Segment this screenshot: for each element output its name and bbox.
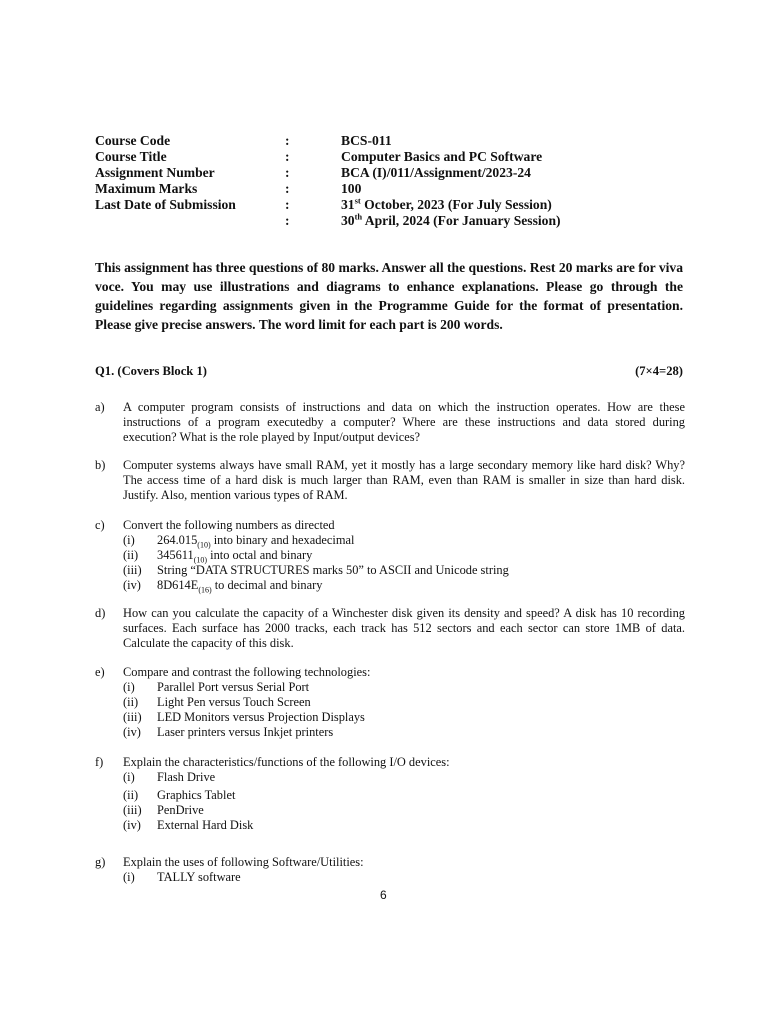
- question-part-f: [95, 755, 685, 833]
- question-part-b: [95, 458, 685, 503]
- meta-value: Computer Basics and PC Software: [341, 149, 543, 164]
- part-letter: c): [95, 518, 105, 532]
- question-title: Q1. (Covers Block 1): [95, 364, 207, 378]
- meta-colon: :: [285, 133, 290, 148]
- question-part-g: [95, 855, 685, 885]
- meta-value: 100: [341, 181, 362, 196]
- part-letter: a): [95, 400, 105, 414]
- part-text: Compare and contrast the following technologies:: [123, 665, 371, 679]
- sub-item: (iv) External Hard Disk: [123, 818, 254, 832]
- meta-value: BCA (I)/011/Assignment/2023-24: [341, 165, 531, 180]
- page-number: 6: [380, 888, 387, 902]
- meta-row-assignment-number: [95, 165, 561, 181]
- sub-item: (i) $264.015_{(10)}$ into binary and hexadecimal: [123, 533, 355, 550]
- part-text: Convert the following numbers as directed: [123, 518, 335, 532]
- meta-colon: :: [285, 197, 290, 212]
- meta-label: Last Date of Submission: [95, 197, 236, 212]
- part-letter: f): [95, 755, 104, 769]
- sub-item: (iv) $8D614E_{(16)}$ to decimal and binary: [123, 578, 323, 595]
- part-letter: b): [95, 458, 106, 472]
- question-part-e: [95, 665, 685, 740]
- part-letter: d): [95, 606, 106, 620]
- part-text: Explain the uses of following Software/Utilities:: [123, 855, 364, 869]
- sub-item: (iii) String “DATA STRUCTURES marks 50” to ASCII and Unicode string: [123, 563, 509, 577]
- course-meta-table: [95, 133, 561, 229]
- meta-row-course-code: [95, 133, 561, 149]
- meta-value: 30th April, 2024 (For January Session): [341, 211, 561, 228]
- meta-colon: :: [285, 181, 290, 196]
- part-text: Explain the characteristics/functions of the following I/O devices:: [123, 755, 450, 769]
- part-letter: g): [95, 855, 106, 869]
- assignment-instructions: This assignment has three questions of 80 marks. Answer all the questions. Rest 20 marks are for viva voce. You may use illustrations and diagrams to enhance explanations. Please go through the guidelines regarding assignments given in the Programme Guide for the format of presentation. Please give precise answers. The word limit for each part is 200 words.: [95, 260, 683, 332]
- meta-row-last-date-january: [95, 213, 561, 229]
- question-heading: [95, 364, 683, 379]
- part-text: A computer program consists of instructions and data on which the instruction operates. How are these instructions of a program executedby a computer? Where are these instructions and data stored during execution? What is the role played by Input/output devices?: [123, 400, 685, 444]
- meta-colon: :: [285, 213, 290, 228]
- meta-row-course-title: [95, 149, 561, 165]
- meta-value: 31st October, 2023 (For July Session): [341, 195, 552, 212]
- meta-colon: :: [285, 149, 290, 164]
- part-text: Computer systems always have small RAM, yet it mostly has a large secondary memory like hard disk? Why? The access time of a hard disk is much larger than RAM, even than RAM is smaller in size than hard disk. Justify. Also, mention various types of RAM.: [123, 458, 685, 502]
- part-text: How can you calculate the capacity of a Winchester disk given its density and speed? A disk has 10 recording surfaces. Each surface has 2000 tracks, each track has 512 sectors and each sector can store 1MB of data. Calculate the capacity of this disk.: [123, 606, 685, 650]
- meta-value: BCS-011: [341, 133, 392, 148]
- sub-item: (ii) Light Pen versus Touch Screen: [123, 695, 311, 709]
- meta-row-last-date: [95, 197, 561, 213]
- sub-item: (iii) LED Monitors versus Projection Displays: [123, 710, 365, 724]
- meta-row-maximum-marks: [95, 181, 561, 197]
- sub-item: (i) TALLY software: [123, 870, 241, 884]
- meta-label: Assignment Number: [95, 165, 215, 180]
- question-part-c: [95, 518, 685, 593]
- sub-item: (iv) Laser printers versus Inkjet printers: [123, 725, 334, 739]
- meta-label: Course Title: [95, 149, 167, 164]
- question-part-a: [95, 400, 685, 445]
- question-marks: (7×4=28): [635, 364, 683, 378]
- sub-item: (ii) $345611_{(10)}$ into octal and binary: [123, 548, 313, 565]
- meta-label: Maximum Marks: [95, 181, 198, 196]
- question-part-d: [95, 606, 685, 651]
- meta-label: Course Code: [95, 133, 171, 148]
- sub-item: (ii) Graphics Tablet: [123, 788, 236, 802]
- sub-item: (iii) PenDrive: [123, 803, 204, 817]
- part-letter: e): [95, 665, 105, 679]
- sub-item: (i) Parallel Port versus Serial Port: [123, 680, 310, 694]
- meta-colon: :: [285, 165, 290, 180]
- sub-item: (i) Flash Drive: [123, 770, 216, 784]
- meta-label: [95, 213, 285, 229]
